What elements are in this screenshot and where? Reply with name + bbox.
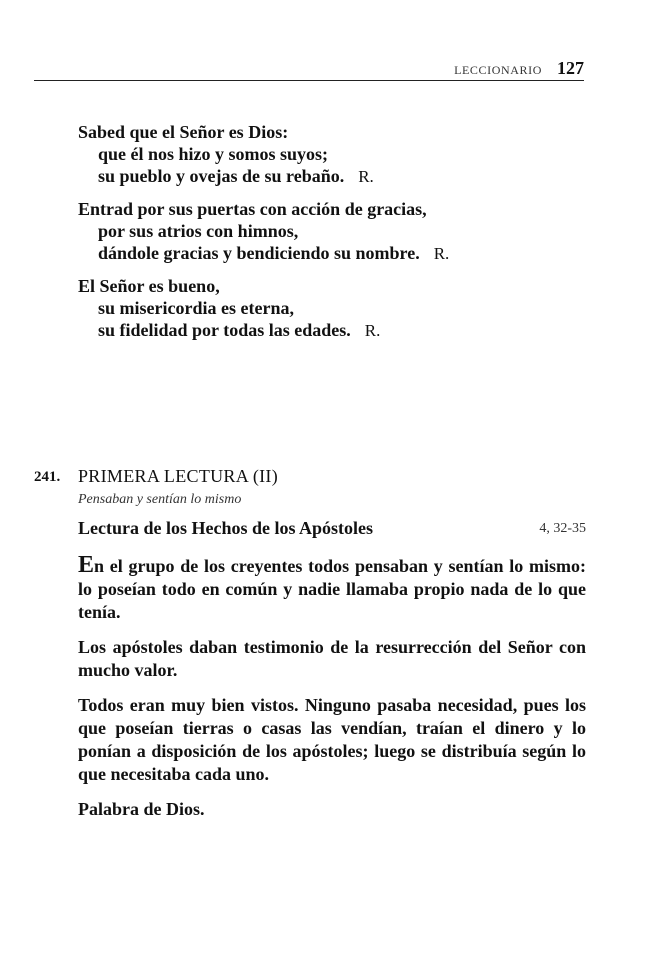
initial-letter: E (78, 552, 95, 578)
closing-acclamation: Palabra de Dios. (78, 799, 205, 819)
reading-number: 241. (34, 469, 61, 485)
page-header (34, 58, 584, 81)
psalm-line: Entrad por sus puertas con acción de gracias, (78, 199, 427, 219)
reading-paragraph-text: n el grupo de los creyentes todos pensaban y sentían lo mismo: lo poseían todo en común y nadie llamaba propio nada de lo que tenía. (78, 556, 586, 622)
reading-title: PRIMERA LECTURA (II) (78, 466, 279, 486)
reading-paragraph: Los apóstoles daban testimonio de la resurrección del Señor con mucho valor. (78, 637, 586, 680)
psalm-line-text: su pueblo y ovejas de su rebaño. (98, 166, 345, 186)
reading-paragraph (78, 554, 586, 624)
scripture-reference: 4, 32-35 (539, 521, 586, 536)
response-mark: R. (358, 167, 374, 186)
reading-paragraph: Todos eran muy bien vistos. Ninguno pasaba necesidad, pues los que poseían tierras o casas las vendían, traían el dinero y lo ponían a disposición de los apóstoles; luego se distribuía según lo que necesitaba cada uno. (78, 695, 586, 784)
page-number: 127 (557, 58, 584, 78)
psalm-line: El Señor es bueno, (78, 276, 220, 296)
psalm-line: que él nos hizo y somos suyos; (98, 144, 329, 164)
psalm-stanza (78, 275, 578, 342)
response-mark: R. (433, 244, 450, 263)
psalm-line: su misericordia es eterna, (98, 298, 294, 318)
psalm-stanza (78, 198, 578, 265)
psalm-body (78, 121, 578, 352)
psalm-line-text: dándole gracias y bendiciendo su nombre. (98, 243, 420, 263)
psalm-line (78, 165, 578, 188)
reading-subtitle: Pensaban y sentían lo mismo (78, 492, 242, 507)
reading-source: Lectura de los Hechos de los Apóstoles (78, 518, 373, 538)
reading-source-line (78, 518, 586, 542)
reading-heading (34, 466, 586, 490)
response-mark: R. (364, 321, 381, 340)
psalm-stanza (78, 121, 578, 188)
header-section-title: LECCIONARIO (454, 63, 542, 77)
psalm-line (78, 319, 578, 342)
psalm-line (78, 242, 578, 265)
reading-section (34, 466, 586, 821)
psalm-line: Sabed que el Señor es Dios: (78, 122, 289, 142)
psalm-line: por sus atrios con himnos, (98, 221, 299, 241)
psalm-line-text: su fidelidad por todas las edades. (98, 320, 351, 340)
